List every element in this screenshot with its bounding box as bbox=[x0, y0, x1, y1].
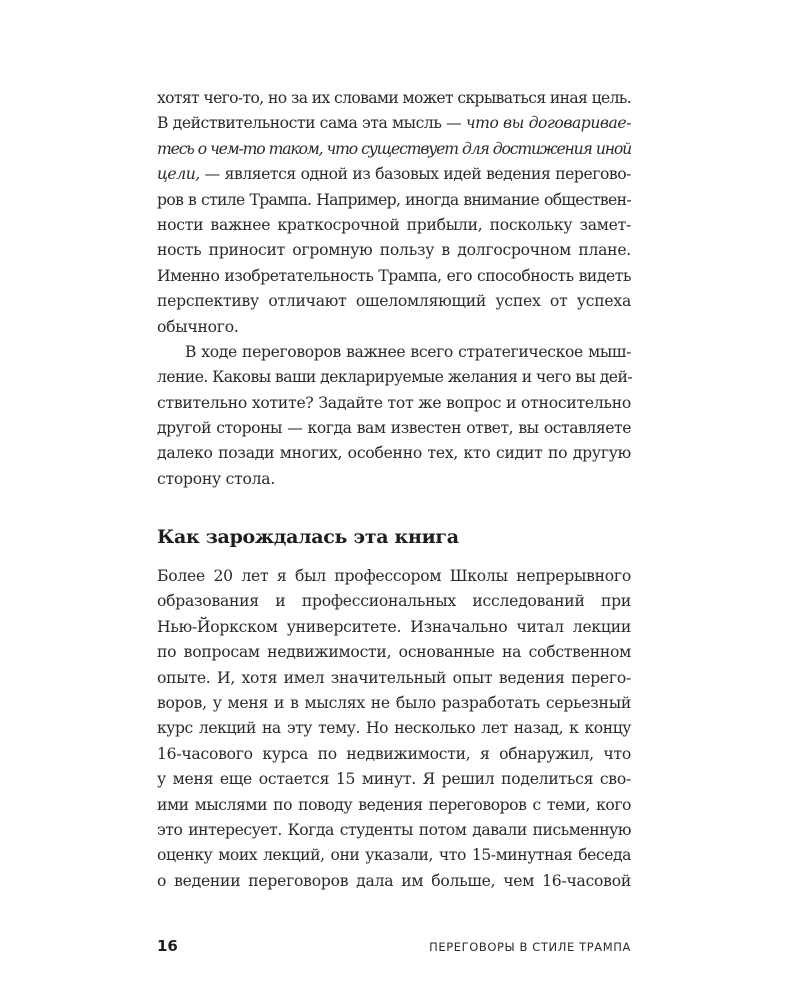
text-line: Именно изобретательность Трампа, его способность видеть bbox=[157, 266, 631, 285]
paragraph-2 bbox=[157, 340, 631, 492]
text-line: обычного. bbox=[157, 317, 239, 336]
text-line: ствительно хотите? Задайте тот же вопрос и относительно bbox=[157, 393, 631, 412]
text-line: ров в стиле Трампа. Например, иногда внимание обществен- bbox=[157, 190, 631, 209]
text-line: о ведении переговоров дала им больше, чем 16-часовой bbox=[157, 871, 631, 890]
text-line: 16-часового курса по недвижимости, я обнаружил, что bbox=[157, 744, 631, 763]
text-run: — является одной из базовых идей ведения перегово- bbox=[199, 165, 631, 184]
text-line: оценку моих лекций, они указали, что 15-минутная беседа bbox=[157, 846, 631, 865]
text-line: далеко позади многих, особенно тех, кто сидит по другую bbox=[157, 444, 631, 463]
italic-run: цели, bbox=[157, 165, 200, 184]
paragraph-1 bbox=[157, 86, 631, 340]
text-line: у меня еще остается 15 минут. Я решил поделиться сво- bbox=[157, 770, 631, 789]
body-text-top bbox=[157, 86, 631, 492]
text-run: В действительности сама эта мысль — bbox=[157, 114, 466, 133]
text-line: Более 20 лет я был профессором Школы непрерывного bbox=[157, 567, 631, 585]
text-line bbox=[157, 111, 631, 136]
text-line: воров, у меня и в мыслях не было разработать серьезный bbox=[157, 693, 631, 712]
text-line: опыте. И, хотя имел значительный опыт ведения перего- bbox=[157, 668, 631, 687]
body-text-bottom bbox=[157, 564, 631, 894]
text-line: другой стороны — когда вам известен ответ, вы оставляете bbox=[157, 419, 631, 438]
text-line: образования и профессиональных исследований при bbox=[157, 592, 631, 611]
paragraph-3 bbox=[157, 564, 631, 894]
text-line: ление. Каковы ваши декларируемые желания и чего вы дей- bbox=[157, 368, 633, 387]
section-heading: Как зарождалась эта книга bbox=[157, 526, 459, 548]
text-line: курс лекций на эту тему. Но несколько лет назад, к концу bbox=[157, 719, 631, 738]
text-line bbox=[157, 162, 631, 187]
text-line: В ходе переговоров важнее всего стратегическое мыш- bbox=[185, 342, 631, 361]
text-line: перспективу отличают ошеломляющий успех от успеха bbox=[157, 292, 631, 311]
page-number: 16 bbox=[157, 937, 178, 955]
text-line: это интересует. Когда студенты потом давали письменную bbox=[157, 820, 631, 839]
running-title: ПЕРЕГОВОРЫ В СТИЛЕ ТРАМПА bbox=[429, 940, 631, 954]
text-line: ность приносит огромную пользу в долгосрочном плане. bbox=[157, 241, 631, 260]
italic-run: тесь о чем-то таком, что существует для достижения иной bbox=[157, 139, 631, 158]
text-line: ими мыслями по поводу ведения переговоров с теми, кого bbox=[157, 795, 631, 814]
italic-run: что вы договаривае- bbox=[465, 114, 631, 133]
text-line: Нью-Йоркском университете. Изначально читал лекции bbox=[157, 617, 631, 636]
text-line bbox=[157, 137, 631, 162]
text-line: хотят чего-то, но за их словами может скрываться иная цель. bbox=[157, 89, 631, 107]
text-line: ности важнее краткосрочной прибыли, поскольку замет- bbox=[157, 215, 631, 234]
text-line: сторону стола. bbox=[157, 469, 276, 488]
text-line: по вопросам недвижимости, основанные на собственном bbox=[157, 643, 631, 662]
